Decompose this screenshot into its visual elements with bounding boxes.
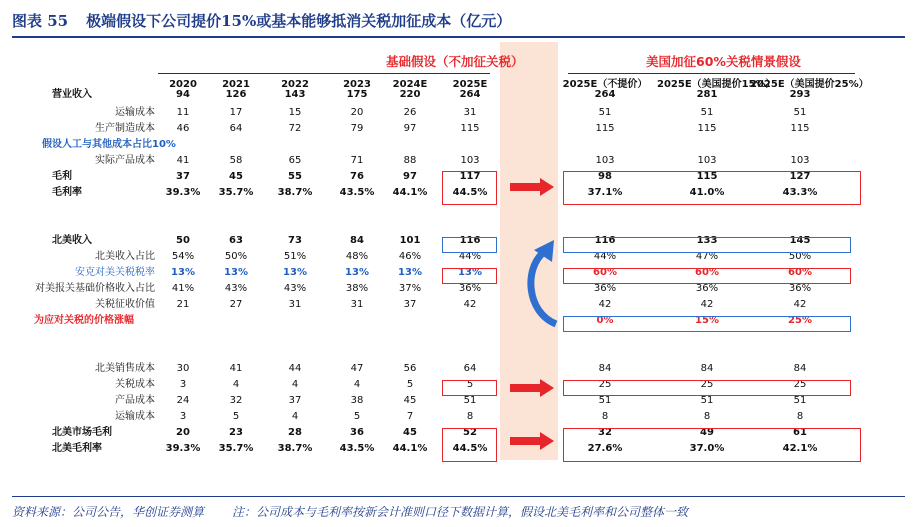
table-cell: 4	[232, 379, 240, 390]
figure-title-text: 极端假设下公司提价15%或基本能够抵消关税加征成本（亿元）	[86, 12, 512, 30]
row-label: 运输成本	[115, 107, 155, 118]
scenario-na-revenue-box	[563, 237, 851, 253]
table-cell: 36%	[695, 283, 719, 294]
table-cell: 50	[176, 235, 190, 246]
table-cell: 3	[179, 379, 187, 390]
row-label: 北美收入	[52, 235, 92, 246]
table-cell: 101	[399, 235, 421, 246]
table-cell: 7	[406, 411, 414, 422]
row-label: 毛利率	[52, 187, 82, 198]
table-cell: 32	[598, 427, 612, 438]
table-cell: 44%	[593, 251, 617, 262]
table-cell: 8	[703, 411, 711, 422]
table-cell: 42.1%	[782, 443, 818, 454]
table-cell: 84	[793, 363, 807, 374]
table-cell: 39.3%	[165, 187, 201, 198]
table-cell: 94	[176, 89, 190, 100]
row-label: 生产制造成本	[95, 123, 155, 134]
table-cell: 17	[229, 107, 243, 118]
row-label: 为应对关税的价格涨幅	[34, 315, 134, 326]
table-cell: 13%	[458, 267, 482, 278]
table-cell: 60%	[788, 267, 812, 278]
row-label: 北美销售成本	[95, 363, 155, 374]
table-cell: 4	[291, 379, 299, 390]
table-cell: 55	[288, 171, 302, 182]
base-tariff-rate-box	[442, 268, 497, 284]
table-cell: 54%	[171, 251, 195, 262]
table-cell: 42	[700, 299, 714, 310]
table-cell: 32	[229, 395, 243, 406]
table-cell: 21	[176, 299, 190, 310]
price-increase-box	[563, 316, 851, 332]
table-cell: 51	[700, 395, 714, 406]
column-header: 2025E（美国提价15%）	[657, 79, 776, 90]
table-cell: 56	[403, 363, 417, 374]
table-cell: 8	[466, 411, 474, 422]
table-cell: 41	[229, 363, 243, 374]
table-cell: 36	[350, 427, 364, 438]
table-cell: 43.5%	[339, 443, 375, 454]
table-cell: 84	[700, 363, 714, 374]
table-cell: 281	[696, 89, 718, 100]
table-cell: 37	[288, 395, 302, 406]
table-cell: 3	[179, 411, 187, 422]
scenario-tariff-rate-box	[563, 268, 851, 284]
table-cell: 46	[176, 123, 190, 134]
table-cell: 31	[288, 299, 302, 310]
scenario-gross-box	[563, 171, 861, 205]
table-cell: 15%	[695, 315, 719, 326]
table-cell: 175	[346, 89, 368, 100]
table-cell: 20	[176, 427, 190, 438]
curved-arrow-icon	[522, 238, 562, 330]
table-cell: 264	[594, 89, 616, 100]
table-cell: 88	[403, 155, 417, 166]
table-cell: 38	[350, 395, 364, 406]
right-arrow-icon	[510, 432, 554, 450]
table-cell: 145	[789, 235, 811, 246]
table-cell: 41%	[171, 283, 195, 294]
table-cell: 48%	[345, 251, 369, 262]
row-label: 关税成本	[115, 379, 155, 390]
table-cell: 51%	[283, 251, 307, 262]
table-cell: 27	[229, 299, 243, 310]
footer	[12, 503, 688, 520]
table-cell: 43.3%	[782, 187, 818, 198]
table-cell: 143	[284, 89, 306, 100]
base-na-gross-box	[442, 428, 497, 462]
table-cell: 61	[793, 427, 807, 438]
table-cell: 45	[403, 395, 417, 406]
table-cell: 13%	[224, 267, 248, 278]
table-cell: 39.3%	[165, 443, 201, 454]
table-cell: 47	[350, 363, 364, 374]
base-scenario-header: 基础假设（不加征关税）	[386, 54, 524, 69]
table-cell: 64	[463, 363, 477, 374]
calc-note: 注：公司成本与毛利率按新会计准则口径下数据计算，假设北美毛利率和公司整体一致	[232, 505, 689, 519]
table-cell: 43.5%	[339, 187, 375, 198]
table-cell: 4	[291, 411, 299, 422]
table-cell: 20	[350, 107, 364, 118]
right-arrow-icon	[510, 178, 554, 196]
column-header: 2023	[343, 79, 371, 90]
table-cell: 115	[595, 123, 615, 134]
row-label: 对美报关基础价格收入占比	[35, 283, 155, 294]
table-cell: 72	[288, 123, 302, 134]
row-label: 毛利	[52, 171, 72, 182]
table-cell: 73	[288, 235, 302, 246]
table-cell: 35.7%	[218, 187, 254, 198]
table-cell: 5	[466, 379, 474, 390]
table-cell: 116	[594, 235, 616, 246]
table-cell: 63	[229, 235, 243, 246]
table-cell: 5	[406, 379, 414, 390]
table-cell: 44.1%	[392, 187, 428, 198]
us-tariff-scenario-header: 美国加征60%关税情景假设	[646, 54, 801, 69]
table-cell: 43%	[283, 283, 307, 294]
row-label: 运输成本	[115, 411, 155, 422]
table-cell: 43%	[224, 283, 248, 294]
table-cell: 13%	[171, 267, 195, 278]
table-cell: 115	[697, 123, 717, 134]
table-cell: 51	[793, 107, 807, 118]
table-cell: 42	[463, 299, 477, 310]
table-cell: 13%	[345, 267, 369, 278]
table-cell: 37%	[398, 283, 422, 294]
table-cell: 60%	[695, 267, 719, 278]
table-cell: 26	[403, 107, 417, 118]
table-cell: 97	[403, 171, 417, 182]
table-cell: 117	[459, 171, 481, 182]
table-cell: 0%	[596, 315, 614, 326]
table-cell: 44%	[458, 251, 482, 262]
table-cell: 37	[176, 171, 190, 182]
table-cell: 50%	[788, 251, 812, 262]
table-cell: 4	[353, 379, 361, 390]
table-cell: 44.5%	[452, 187, 488, 198]
base-na-revenue-box	[442, 237, 497, 253]
table-cell: 51	[793, 395, 807, 406]
row-label: 实际产品成本	[95, 155, 155, 166]
table-cell: 24	[176, 395, 190, 406]
table-cell: 47%	[695, 251, 719, 262]
table-cell: 37.0%	[689, 443, 725, 454]
table-cell: 27.6%	[587, 443, 623, 454]
table-cell: 25	[598, 379, 612, 390]
table-cell: 264	[459, 89, 481, 100]
table-cell: 44.1%	[392, 443, 428, 454]
table-cell: 38%	[345, 283, 369, 294]
scenario-tariff-cost-box	[563, 380, 851, 396]
table-cell: 30	[176, 363, 190, 374]
footer-rule	[12, 496, 905, 497]
table-cell: 31	[350, 299, 364, 310]
column-header: 2025E	[452, 79, 488, 90]
row-label: 北美毛利率	[52, 443, 102, 454]
header-rule-right	[568, 73, 855, 74]
table-cell: 116	[459, 235, 481, 246]
table-cell: 71	[350, 155, 364, 166]
column-header: 2024E	[392, 79, 428, 90]
table-cell: 38.7%	[277, 443, 313, 454]
table-cell: 220	[399, 89, 421, 100]
column-header: 2025E（不提价）	[562, 79, 648, 90]
table-cell: 97	[403, 123, 417, 134]
table-cell: 36%	[458, 283, 482, 294]
table-cell: 126	[225, 89, 247, 100]
table-cell: 58	[229, 155, 243, 166]
figure-title	[12, 10, 511, 31]
row-label: 营业收入	[52, 89, 92, 100]
table-cell: 44	[288, 363, 302, 374]
table-cell: 103	[790, 155, 810, 166]
table-cell: 25%	[788, 315, 812, 326]
table-cell: 52	[463, 427, 477, 438]
table-cell: 28	[288, 427, 302, 438]
row-label: 北美市场毛利	[52, 427, 112, 438]
figure-number: 图表 55	[12, 12, 69, 30]
row-label: 假设人工与其他成本占比10%	[42, 139, 176, 150]
table-cell: 51	[598, 107, 612, 118]
table-cell: 103	[697, 155, 717, 166]
row-label: 关税征收价值	[95, 299, 155, 310]
table-cell: 103	[595, 155, 615, 166]
column-header: 2020	[169, 79, 197, 90]
table-cell: 38.7%	[277, 187, 313, 198]
table-cell: 76	[350, 171, 364, 182]
table-cell: 23	[229, 427, 243, 438]
table-cell: 51	[700, 107, 714, 118]
table-cell: 25	[700, 379, 714, 390]
table-cell: 51	[463, 395, 477, 406]
table-cell: 115	[696, 171, 718, 182]
title-rule	[12, 36, 905, 38]
table-cell: 5	[232, 411, 240, 422]
source-note: 资料来源：公司公告，华创证券测算	[12, 505, 205, 519]
table-cell: 13%	[398, 267, 422, 278]
table-cell: 133	[696, 235, 718, 246]
table-cell: 41.0%	[689, 187, 725, 198]
table-cell: 293	[789, 89, 811, 100]
header-rule-left	[158, 73, 490, 74]
table-cell: 35.7%	[218, 443, 254, 454]
table-cell: 45	[229, 171, 243, 182]
base-gross-box	[442, 171, 497, 205]
table-cell: 98	[598, 171, 612, 182]
row-label: 产品成本	[115, 395, 155, 406]
table-cell: 42	[598, 299, 612, 310]
table-cell: 50%	[224, 251, 248, 262]
table-cell: 37	[403, 299, 417, 310]
table-cell: 13%	[283, 267, 307, 278]
table-cell: 31	[463, 107, 477, 118]
table-cell: 8	[601, 411, 609, 422]
table-cell: 65	[288, 155, 302, 166]
table-cell: 15	[288, 107, 302, 118]
table-cell: 25	[793, 379, 807, 390]
table-cell: 127	[789, 171, 811, 182]
table-cell: 103	[460, 155, 480, 166]
table-cell: 36%	[593, 283, 617, 294]
table-cell: 64	[229, 123, 243, 134]
table-cell: 60%	[593, 267, 617, 278]
table-cell: 45	[403, 427, 417, 438]
table-cell: 51	[598, 395, 612, 406]
table-cell: 49	[700, 427, 714, 438]
table-cell: 11	[176, 107, 190, 118]
right-arrow-icon	[510, 379, 554, 397]
scenario-na-gross-box	[563, 428, 861, 462]
column-header: 2025E（美国提价25%）	[750, 79, 869, 90]
table-cell: 115	[790, 123, 810, 134]
table-cell: 46%	[398, 251, 422, 262]
table-cell: 115	[460, 123, 480, 134]
column-header: 2021	[222, 79, 250, 90]
table-cell: 84	[350, 235, 364, 246]
table-cell: 37.1%	[587, 187, 623, 198]
table-cell: 84	[598, 363, 612, 374]
table-cell: 5	[353, 411, 361, 422]
table-cell: 79	[350, 123, 364, 134]
row-label: 安克对美关税税率	[75, 267, 155, 278]
table-cell: 41	[176, 155, 190, 166]
table-cell: 8	[796, 411, 804, 422]
table-cell: 36%	[788, 283, 812, 294]
table-cell: 42	[793, 299, 807, 310]
base-tariff-cost-box	[442, 380, 497, 396]
table-cell: 44.5%	[452, 443, 488, 454]
column-header: 2022	[281, 79, 309, 90]
row-label: 北美收入占比	[95, 251, 155, 262]
